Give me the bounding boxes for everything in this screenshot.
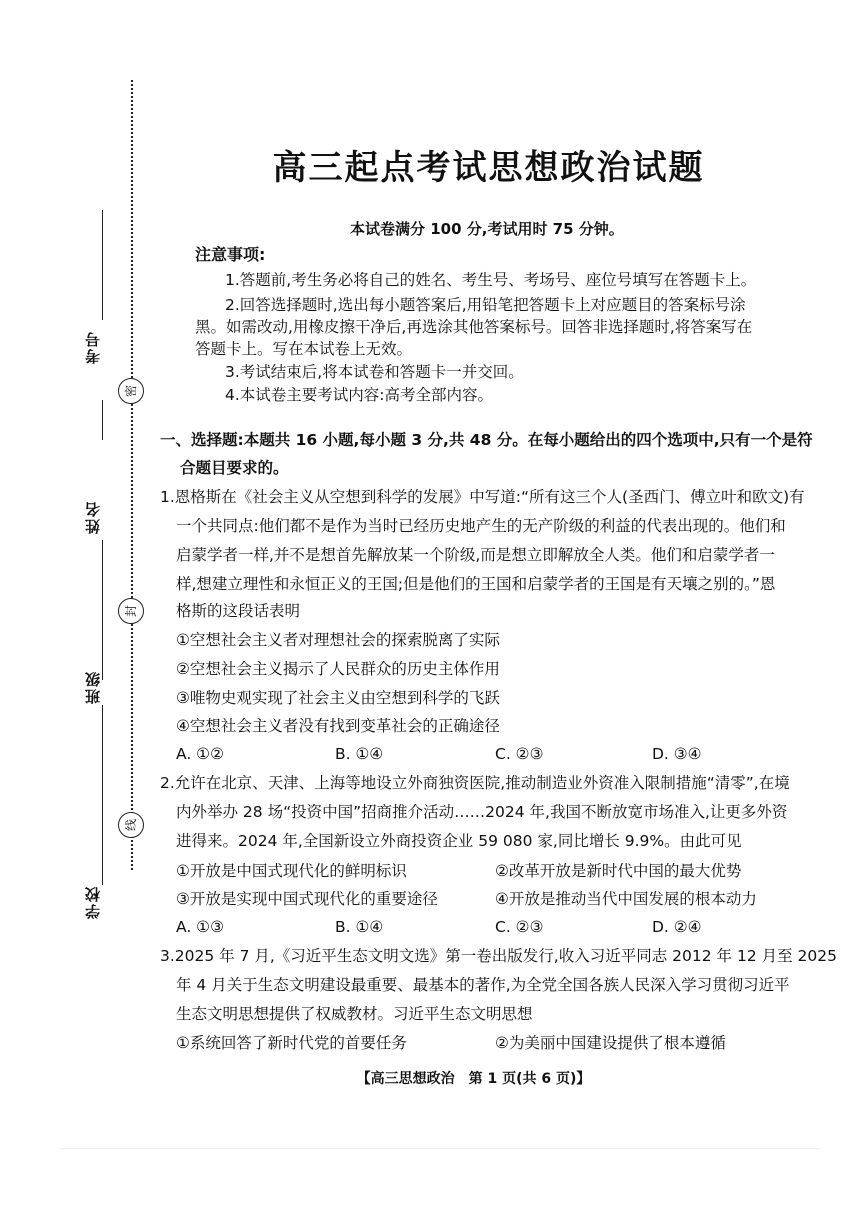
q2-item: ③开放是实现中国式现代化的重要途径 [176, 890, 438, 908]
note-line: 1.答题前,考生务必将自己的姓名、考生号、考场号、座位号填写在答题卡上。 [225, 271, 757, 289]
note-line: 3.考试结束后,将本试卷和答题卡一并交回。 [225, 363, 524, 381]
q3-stem-line: 生态文明思想提供了权威教材。习近平生态文明思想 [176, 1005, 533, 1023]
q1-item: ④空想社会主义者没有找到变革社会的正确途径 [176, 717, 500, 735]
q2-option-b: B. ①④ [335, 918, 384, 936]
field-xuexiao: 学校 [84, 885, 102, 919]
q1-stem-line: 一个共同点:他们都不是作为当时已经历史地产生的无产阶级的利益的代表出现的。他们和 [176, 517, 786, 535]
q1-item: ③唯物史观实现了社会主义由空想到科学的飞跃 [176, 689, 500, 707]
q2-item: ①开放是中国式现代化的鲜明标识 [176, 862, 407, 880]
seal-mark-feng: 封 [118, 598, 144, 624]
section-heading-cont: 合题目要求的。 [180, 459, 289, 477]
q3-item: ①系统回答了新时代党的首要任务 [176, 1034, 407, 1052]
note-line: 4.本试卷主要考试内容:高考全部内容。 [225, 386, 494, 404]
binding-dotted-line [131, 80, 133, 870]
xingming-line [102, 540, 103, 680]
kaohao-line [102, 210, 103, 320]
q1-item: ①空想社会主义者对理想社会的探索脱离了实际 [176, 631, 500, 649]
q2-stem-line: 内外举办 28 场“投资中国”招商推介活动……2024 年,我国不断放宽市场准入,让更多外资 [176, 803, 788, 821]
q2-item: ④开放是推动当代中国发展的根本动力 [495, 890, 757, 908]
q2-item: ②改革开放是新时代中国的最大优势 [495, 862, 742, 880]
seal-mark-mi: 密 [118, 378, 144, 404]
q1-stem-line: 样,想建立理性和永恒正义的王国;但是他们的王国和启蒙学者的王国是有天壤之别的。”恩 [176, 575, 776, 593]
exam-title: 高三起点考试思想政治试题 [272, 148, 705, 188]
field-xingming: 姓名 [84, 500, 102, 534]
notes-heading: 注意事项: [195, 245, 266, 264]
q1-stem-line: 格斯的这段话表明 [176, 602, 301, 620]
q1-option-d: D. ③④ [652, 745, 702, 763]
field-kaohao: 考号 [84, 330, 102, 364]
q1-option-c: C. ②③ [495, 745, 544, 763]
q3-item: ②为美丽中国建设提供了根本遵循 [495, 1034, 726, 1052]
scan-edge [60, 1148, 820, 1149]
note-line: 答题卡上。写在本试卷上无效。 [195, 340, 413, 358]
q3-stem-line: 年 4 月关于生态文明建设最重要、最基本的著作,为全党全国各族人民深入学习贯彻习近平 [176, 976, 790, 994]
seal-mark-xian: 线 [118, 812, 144, 838]
note-line: 2.回答选择题时,选出每小题答案后,用铅笔把答题卡上对应题目的答案标号涂 [225, 296, 746, 314]
banji-line [102, 705, 103, 885]
page-footer: 【高三思想政治 第 1 页(共 6 页)】 [356, 1071, 591, 1087]
q2-option-d: D. ②④ [652, 918, 702, 936]
q2-option-c: C. ②③ [495, 918, 544, 936]
q1-option-b: B. ①④ [335, 745, 384, 763]
q2-stem-line: 进得来。2024 年,全国新设立外商投资企业 59 080 家,同比增长 9.9%。由此可见 [176, 832, 742, 850]
q1-stem-line: 启蒙学者一样,并不是想首先解放某一个阶级,而是想立即解放全人类。他们和启蒙学者一 [176, 546, 775, 564]
q1-stem-line: 1.恩格斯在《社会主义从空想到科学的发展》中写道:“所有这三个人(圣西门、傅立叶和欧文)有 [160, 488, 805, 506]
q2-option-a: A. ①③ [176, 918, 224, 936]
kaohao-line-2 [102, 400, 103, 440]
q3-stem-line: 3.2025 年 7 月,《习近平生态文明文选》第一卷出版发行,收入习近平同志 2012 年 12 月至 2025 [160, 947, 837, 965]
field-banji: 班级 [84, 670, 102, 704]
section-heading: 一、选择题:本题共 16 小题,每小题 3 分,共 48 分。在每小题给出的四个选项中,只有一个是符 [160, 431, 813, 449]
note-line: 黑。如需改动,用橡皮擦干净后,再选涂其他答案标号。回答非选择题时,将答案写在 [195, 318, 753, 336]
q2-stem-line: 2.允许在北京、天津、上海等地设立外商独资医院,推动制造业外资准入限制措施“清零”,在境 [160, 774, 790, 792]
q1-option-a: A. ①② [176, 745, 224, 763]
exam-subtitle: 本试卷满分 100 分,考试用时 75 分钟。 [350, 220, 624, 238]
q1-item: ②空想社会主义揭示了人民群众的历史主体作用 [176, 660, 500, 678]
